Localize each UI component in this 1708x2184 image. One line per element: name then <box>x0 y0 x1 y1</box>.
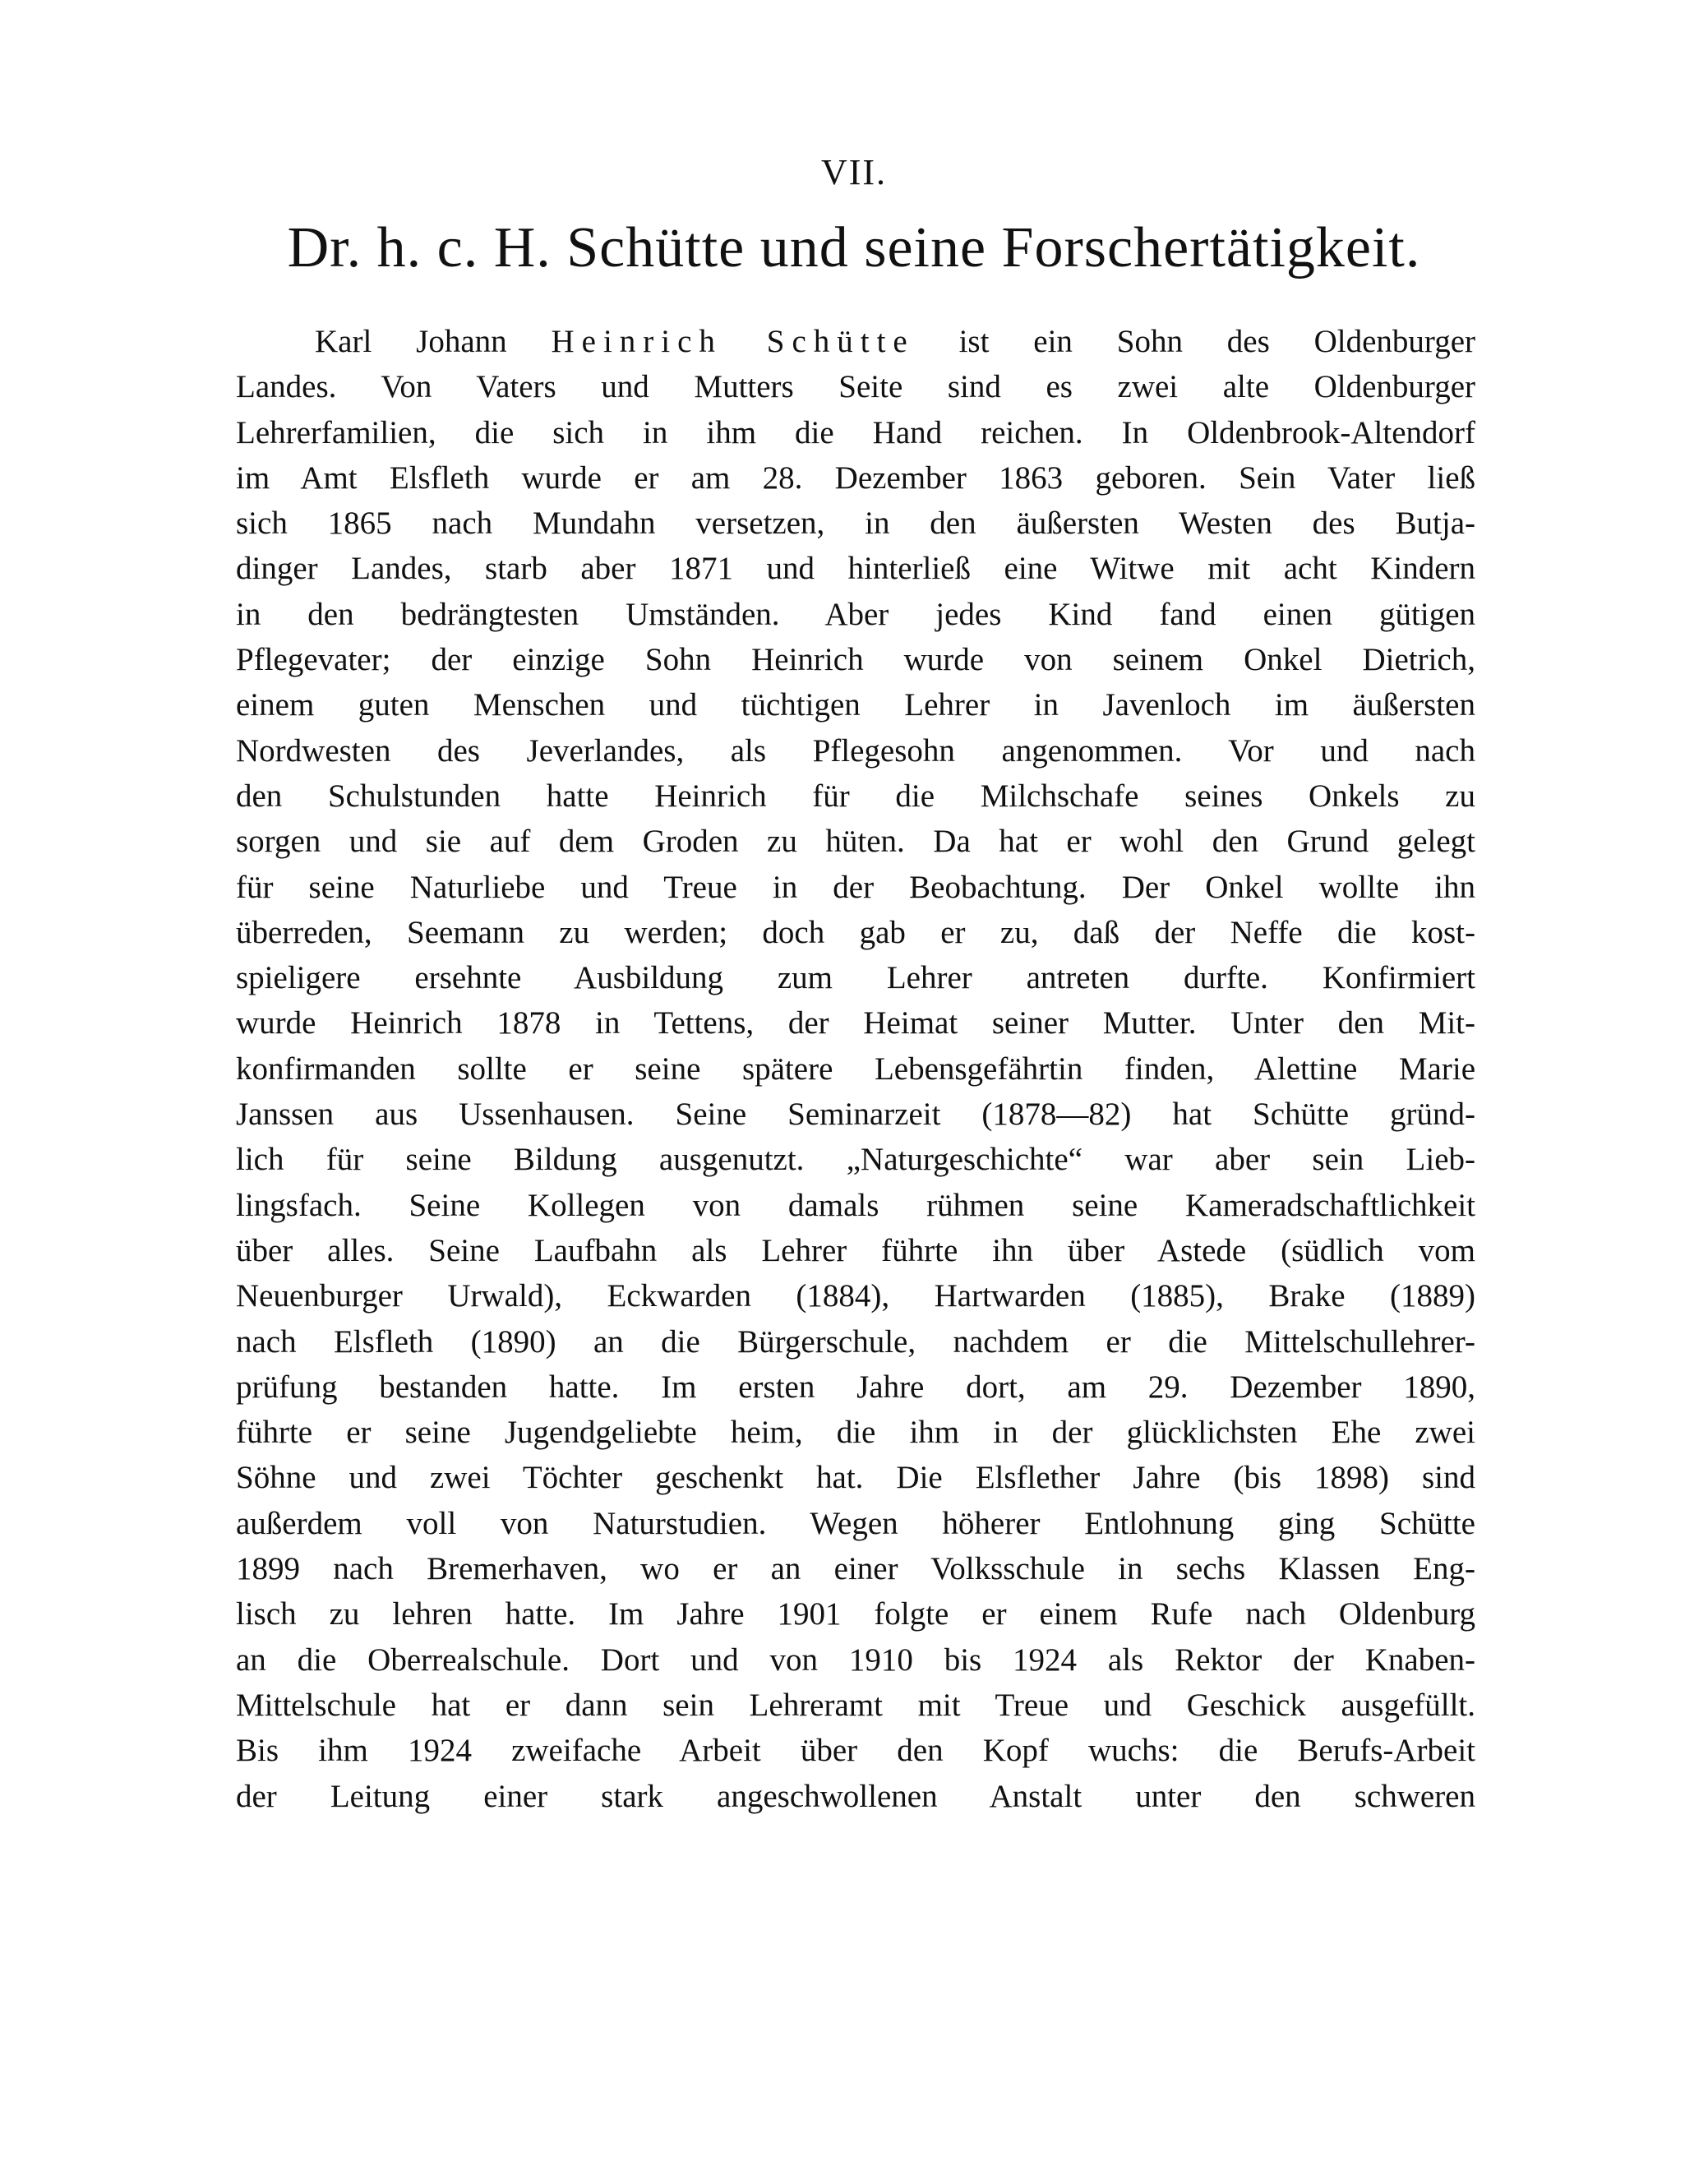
spaced-family-name: Schütte <box>766 324 915 359</box>
text-segment: ist ein Sohn des Oldenburger <box>914 324 1476 359</box>
text-segment: Karl Johann <box>315 324 552 359</box>
text-line: im Amt Elsfleth wurde er am 28. Dezember 1863 geboren. Sein Vater ließ <box>236 459 1475 496</box>
spaced-given-name: Heinrich <box>551 324 722 359</box>
text-line: den Schulstunden hatte Heinrich für die Milchschafe seines Onkels zu <box>236 778 1475 814</box>
text-line: einem guten Menschen und tüchtigen Lehrer in Javenloch im äußersten <box>236 687 1475 723</box>
text-line: prüfung bestanden hatte. Im ersten Jahre dort, am 29. Dezember 1890, <box>236 1369 1475 1405</box>
text-line: Bis ihm 1924 zweifache Arbeit über den Kopf wuchs: die Berufs-Arbeit <box>236 1733 1475 1769</box>
text-line: führte er seine Jugendgeliebte heim, die ihm in der glücklichsten Ehe zwei <box>236 1415 1475 1451</box>
text-line: Lehrerfamilien, die sich in ihm die Hand reichen. In Oldenbrook-Altendorf <box>236 414 1475 450</box>
body-paragraph <box>236 319 1475 1819</box>
text-line: für seine Naturliebe und Treue in der Beobachtung. Der Onkel wollte ihn <box>236 869 1475 905</box>
text-line: in den bedrängtesten Umständen. Aber jedes Kind fand einen gütigen <box>236 596 1475 632</box>
text-line: Pflegevater; der einzige Sohn Heinrich wurde von seinem Onkel Dietrich, <box>236 642 1475 678</box>
text-line: spieligere ersehnte Ausbildung zum Lehrer antreten durfte. Konfirmiert <box>236 960 1475 996</box>
text-line: lisch zu lehren hatte. Im Jahre 1901 folgte er einem Rufe nach Oldenburg <box>236 1596 1475 1632</box>
chapter-title: Dr. h. c. H. Schütte und seine Forschertätigkeit. <box>287 216 1421 279</box>
text-line: Janssen aus Ussenhausen. Seine Seminarzeit (1878—82) hat Schütte gründ- <box>236 1097 1475 1133</box>
text-line: Söhne und zwei Töchter geschenkt hat. Die Elsflether Jahre (bis 1898) sind <box>236 1460 1475 1496</box>
text-line: überreden, Seemann zu werden; doch gab er zu, daß der Neffe die kost- <box>236 914 1475 950</box>
text-line: 1899 nach Bremerhaven, wo er an einer Volksschule in sechs Klassen Eng- <box>236 1551 1475 1587</box>
text-line: der Leitung einer stark angeschwollenen Anstalt unter den schweren <box>236 1778 1475 1814</box>
text-line: lich für seine Bildung ausgenutzt. „Naturgeschichte“ war aber sein Lieb- <box>236 1142 1475 1178</box>
text-line: sich 1865 nach Mundahn versetzen, in den äußersten Westen des Butja- <box>236 506 1475 542</box>
text-line: Mittelschule hat er dann sein Lehreramt mit Treue und Geschick ausgefüllt. <box>236 1687 1475 1723</box>
text-line: nach Elsfleth (1890) an die Bürgerschule, nachdem er die Mittelschullehrer- <box>236 1323 1475 1360</box>
text-line: sorgen und sie auf dem Groden zu hüten. Da hat er wohl den Grund gelegt <box>236 824 1475 860</box>
text-line: Neuenburger Urwald), Eckwarden (1884), Hartwarden (1885), Brake (1889) <box>236 1278 1475 1314</box>
text-line: lingsfach. Seine Kollegen von damals rühmen seine Kameradschaftlichkeit <box>236 1187 1475 1223</box>
text-segment <box>722 324 767 359</box>
text-line: außerdem voll von Naturstudien. Wegen höherer Entlohnung ging Schütte <box>236 1505 1475 1541</box>
text-line: wurde Heinrich 1878 in Tettens, der Heimat seiner Mutter. Unter den Mit- <box>236 1005 1475 1041</box>
chapter-number: VII. <box>820 152 888 192</box>
text-line: konfirmanden sollte er seine spätere Lebensgefährtin finden, Alettine Marie <box>236 1050 1475 1087</box>
text-line: über alles. Seine Laufbahn als Lehrer führte ihn über Astede (südlich vom <box>236 1232 1475 1268</box>
text-line: an die Oberrealschule. Dort und von 1910 bis 1924 als Rektor der Knaben- <box>236 1641 1475 1678</box>
text-line: dinger Landes, starb aber 1871 und hinterließ eine Witwe mit acht Kindern <box>236 551 1475 587</box>
text-line <box>236 319 1475 364</box>
text-line: Landes. Von Vaters und Mutters Seite sind es zwei alte Oldenburger <box>236 369 1475 405</box>
text-line: Nordwesten des Jeverlandes, als Pflegesohn angenommen. Vor und nach <box>236 732 1475 769</box>
